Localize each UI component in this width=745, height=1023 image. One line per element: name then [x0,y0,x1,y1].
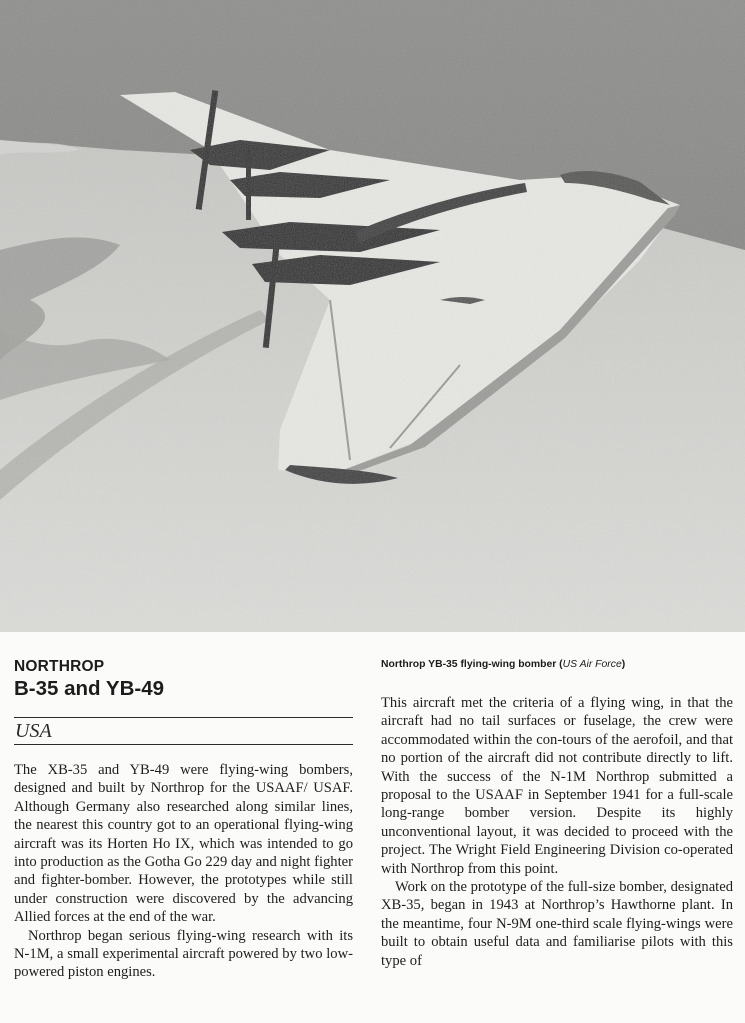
aircraft-title: B-35 and YB-49 [14,677,165,700]
paragraph: The XB-35 and YB-49 were flying-wing bombers, designed and built by Northrop for the USAAF/ USAF. Although Germany also researched along similar lines, the nearest this country got to an operational flying-wing aircraft was its Horten Ho IX, which was intended to go into production as the Gotha Go 229 day and night fighter and fighter-bomber. However, the prototypes while still under construction were discovered by the advancing Allied forces at the end of the war. [14,762,353,926]
paragraph: This aircraft met the criteria of a flying wing, in that the aircraft had no tail surfaces or fuselage, the crew were accommodated within the con-tours of the aerofoil, and that no portion of the aircraft did not contribute directly to lift. With the success of the N-1M Northrop submitted a proposal to the USAAF in September 1941 for a full-scale long-range bomber version. Despite its highly unconventional layout, it was decided to proceed with the project. The Wright Field Engineering Division co-operated with Northrop from this point. [381,695,733,877]
caption-close: ) [621,659,626,670]
photo-credit: US Air Force [562,659,622,670]
right-body-text [381,694,733,970]
left-body-text [14,761,353,982]
caption-text: Northrop YB-35 flying-wing bomber ( [381,659,563,670]
right-column [381,655,733,970]
manufacturer-heading: NORTHROP [14,658,105,675]
paragraph: Work on the prototype of the full-size bomber, designated XB-35, began in 1943 at Northrop’s Hawthorne plant. In the meantime, four N-9M one-third scale flying-wings were built to obtain useful data and familiarise pilots with this type of [381,879,733,969]
photo-caption [381,658,733,672]
left-column [14,655,353,982]
paragraph: Northrop began serious flying-wing research with its N-1M, a small experimental aircraft powered by two low-powered piston engines. [14,927,353,981]
header-rule-bottom [14,744,353,745]
country-label: USA [15,720,52,742]
